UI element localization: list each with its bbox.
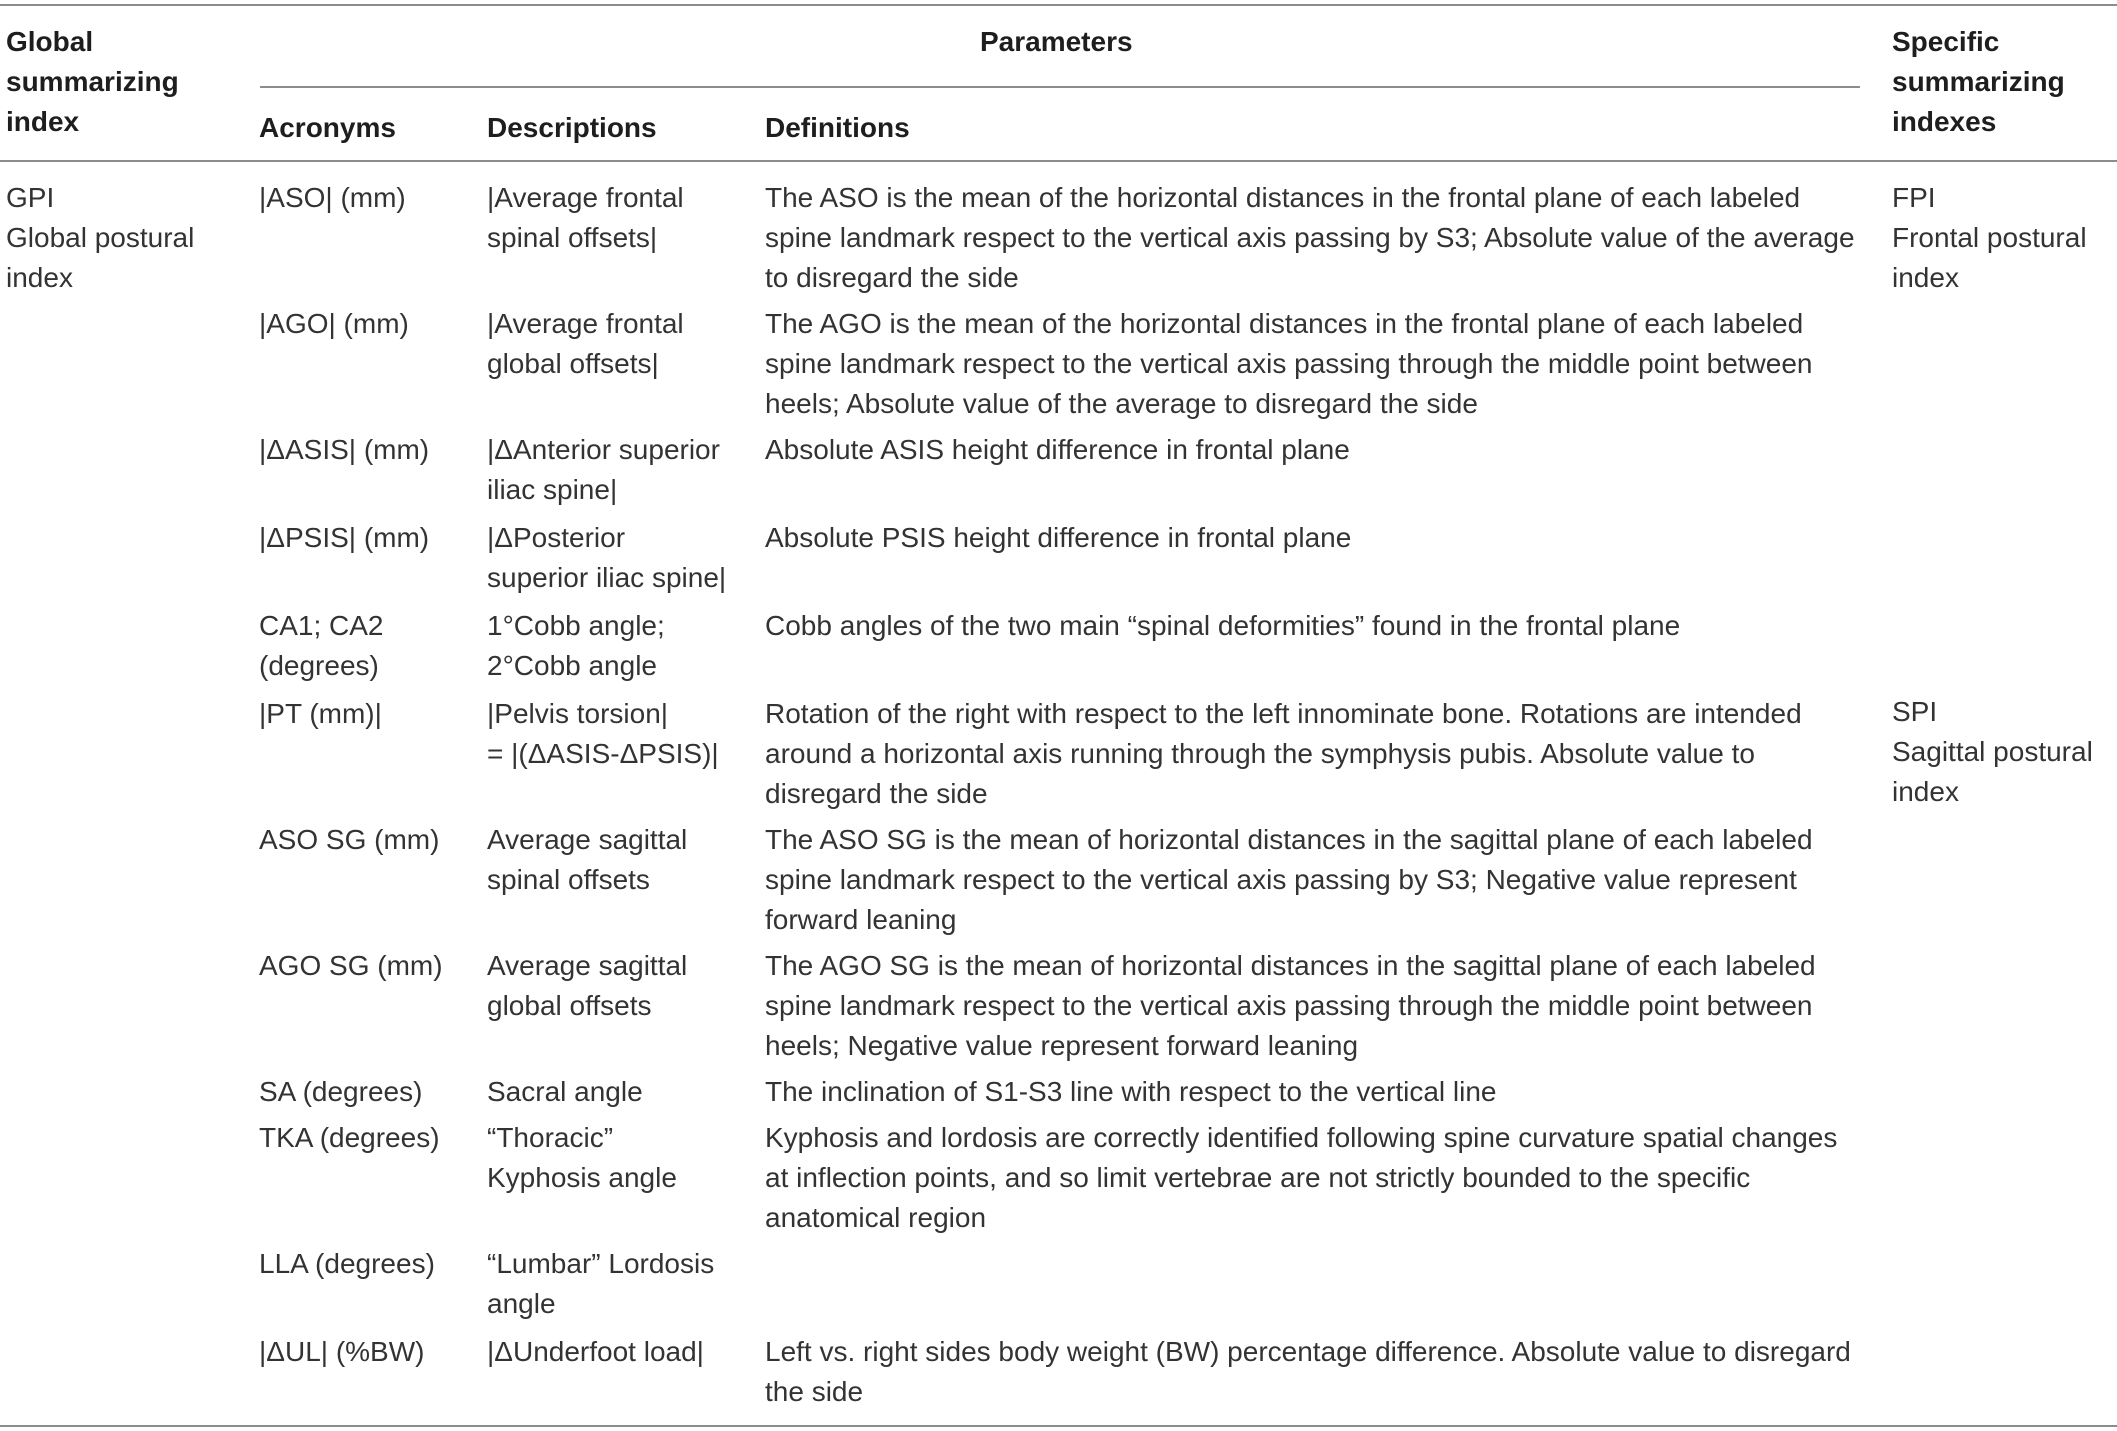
cell-line: index — [1892, 262, 1959, 293]
acronym-cell — [259, 304, 409, 344]
acronym-cell — [259, 606, 384, 686]
definition-cell — [765, 1072, 1497, 1112]
cell-line: “Lumbar” Lordosis — [487, 1248, 715, 1279]
cell-line: Kyphosis and lordosis are correctly identified following spine curvature spatial changes — [765, 1122, 1838, 1153]
header-acronyms: Acronyms — [259, 112, 396, 143]
header-line: index — [6, 106, 80, 137]
definition-cell — [765, 1332, 1851, 1412]
cell-line: angle — [487, 1288, 556, 1319]
cell-line: Kyphosis angle — [487, 1162, 677, 1193]
cell-line: The AGO SG is the mean of horizontal distances in the sagittal plane of each labeled — [765, 950, 1816, 981]
header-line: indexes — [1892, 106, 1997, 137]
acronym-cell — [259, 1332, 424, 1372]
cell-line: CA1; CA2 — [259, 610, 384, 641]
cell-line: SPI — [1892, 696, 1938, 727]
cell-line: spine landmark respect to the vertical axis passing by S3; Absolute value of the average — [765, 222, 1855, 253]
cell-line: Average sagittal — [487, 824, 688, 855]
description-cell — [487, 606, 665, 686]
cell-line: |ΔPosterior — [487, 522, 626, 553]
parameters-underline — [260, 86, 1860, 88]
cell-line: iliac spine| — [487, 474, 618, 505]
header-parameters: Parameters — [980, 26, 1133, 57]
cell-line: |Average frontal — [487, 308, 684, 339]
definition-cell — [765, 430, 1350, 470]
cell-line: at inflection points, and so limit vertebrae are not strictly bounded to the specific — [765, 1162, 1751, 1193]
cell-line: disregard the side — [765, 778, 988, 809]
description-cell — [487, 518, 726, 598]
definition-cell — [765, 820, 1813, 940]
definition-cell — [765, 518, 1351, 558]
cell-line: The ASO is the mean of the horizontal distances in the frontal plane of each labeled — [765, 182, 1801, 213]
acronym-cell — [259, 820, 439, 860]
cell-line: Rotation of the right with respect to the left innominate bone. Rotations are intended — [765, 698, 1802, 729]
cell-line: |PT (mm)| — [259, 698, 382, 729]
header-definitions: Definitions — [765, 112, 910, 143]
cell-line: spine landmark respect to the vertical axis passing through the middle point between — [765, 348, 1813, 379]
cell-line: |ΔASIS| (mm) — [259, 434, 430, 465]
cell-line: |ΔUnderfoot load| — [487, 1336, 704, 1367]
description-cell — [487, 1244, 714, 1324]
cell-line: FPI — [1892, 182, 1936, 213]
cell-line: the side — [765, 1376, 864, 1407]
acronym-cell — [259, 694, 382, 734]
cell-line: Absolute ASIS height difference in frontal plane — [765, 434, 1350, 465]
acronym-cell — [259, 1118, 440, 1158]
description-cell — [487, 304, 684, 384]
definition-cell — [765, 178, 1855, 298]
cell-line: LLA (degrees) — [259, 1248, 435, 1279]
cell-line: spine landmark respect to the vertical axis passing through the middle point between — [765, 990, 1813, 1021]
cell-line: heels; Negative value represent forward leaning — [765, 1030, 1359, 1061]
acronym-cell — [259, 946, 443, 986]
description-cell — [487, 694, 719, 774]
cell-line: |ΔAnterior superior — [487, 434, 720, 465]
header-global-summarizing-index — [6, 22, 179, 142]
cell-line: = |(ΔASIS-ΔPSIS)| — [487, 738, 719, 769]
cell-line: |AGO| (mm) — [259, 308, 409, 339]
description-cell — [487, 430, 720, 510]
definition-cell — [765, 1118, 1837, 1238]
cell-line: 1°Cobb angle; — [487, 610, 665, 641]
cell-line: 2°Cobb angle — [487, 650, 657, 681]
description-cell — [487, 1332, 704, 1372]
description-cell — [487, 820, 687, 900]
cell-line: SA (degrees) — [259, 1076, 423, 1107]
cell-line: TKA (degrees) — [259, 1122, 440, 1153]
cell-line: Cobb angles of the two main “spinal deformities” found in the frontal plane — [765, 610, 1681, 641]
specific-index-frontal — [1892, 178, 2087, 298]
definition-cell — [765, 946, 1816, 1066]
cell-line: GPI — [6, 182, 55, 213]
cell-line: forward leaning — [765, 904, 957, 935]
description-cell — [487, 178, 684, 258]
cell-line: global offsets — [487, 990, 652, 1021]
cell-line: The ASO SG is the mean of horizontal distances in the sagittal plane of each labeled — [765, 824, 1813, 855]
cell-line: Average sagittal — [487, 950, 688, 981]
cell-line: Absolute PSIS height difference in frontal plane — [765, 522, 1352, 553]
cell-line: index — [6, 262, 73, 293]
cell-line: |ΔUL| (%BW) — [259, 1336, 425, 1367]
header-bottom-rule — [0, 160, 2117, 162]
cell-line: The inclination of S1-S3 line with respect to the vertical line — [765, 1076, 1497, 1107]
acronym-cell — [259, 1244, 435, 1284]
cell-line: The AGO is the mean of the horizontal distances in the frontal plane of each labeled — [765, 308, 1804, 339]
cell-line: Sagittal postural — [1892, 736, 2093, 767]
cell-line: |Pelvis torsion| — [487, 698, 669, 729]
header-line: Specific — [1892, 26, 2000, 57]
cell-line: anatomical region — [765, 1202, 987, 1233]
cell-line: index — [1892, 776, 1959, 807]
cell-line: Frontal postural — [1892, 222, 2087, 253]
specific-index-sagittal — [1892, 692, 2093, 812]
cell-line: superior iliac spine| — [487, 562, 727, 593]
cell-line: “Thoracic” — [487, 1122, 614, 1153]
definition-cell — [765, 304, 1812, 424]
cell-line: heels; Absolute value of the average to disregard the side — [765, 388, 1478, 419]
cell-line: spinal offsets| — [487, 222, 658, 253]
cell-line: |ΔPSIS| (mm) — [259, 522, 430, 553]
acronym-cell — [259, 430, 429, 470]
definition-cell — [765, 606, 1680, 646]
header-line: summarizing — [6, 66, 179, 97]
cell-line: ASO SG (mm) — [259, 824, 440, 855]
definition-cell — [765, 694, 1802, 814]
header-line: Global — [6, 26, 94, 57]
cell-line: |Average frontal — [487, 182, 684, 213]
cell-line: to disregard the side — [765, 262, 1019, 293]
acronym-cell — [259, 1072, 422, 1112]
cell-line: global offsets| — [487, 348, 659, 379]
cell-line: spinal offsets — [487, 864, 650, 895]
cell-line: Sacral angle — [487, 1076, 643, 1107]
acronym-cell — [259, 178, 406, 218]
cell-line: (degrees) — [259, 650, 379, 681]
cell-line: spine landmark respect to the vertical axis passing by S3; Negative value represent — [765, 864, 1797, 895]
description-cell — [487, 1072, 643, 1112]
cell-line: Global postural — [6, 222, 195, 253]
cell-line: AGO SG (mm) — [259, 950, 443, 981]
header-line: summarizing — [1892, 66, 2065, 97]
cell-line: around a horizontal axis running through the symphysis pubis. Absolute value to — [765, 738, 1755, 769]
global-index-cell — [6, 178, 194, 298]
description-cell — [487, 946, 687, 1026]
table-top-rule — [0, 4, 2117, 6]
cell-line: |ASO| (mm) — [259, 182, 406, 213]
table-bottom-rule — [0, 1425, 2117, 1427]
description-cell — [487, 1118, 677, 1198]
cell-line: Left vs. right sides body weight (BW) percentage difference. Absolute value to disregard — [765, 1336, 1851, 1367]
acronym-cell — [259, 518, 429, 558]
header-specific-summarizing-indexes — [1892, 22, 2065, 142]
header-descriptions: Descriptions — [487, 112, 657, 143]
